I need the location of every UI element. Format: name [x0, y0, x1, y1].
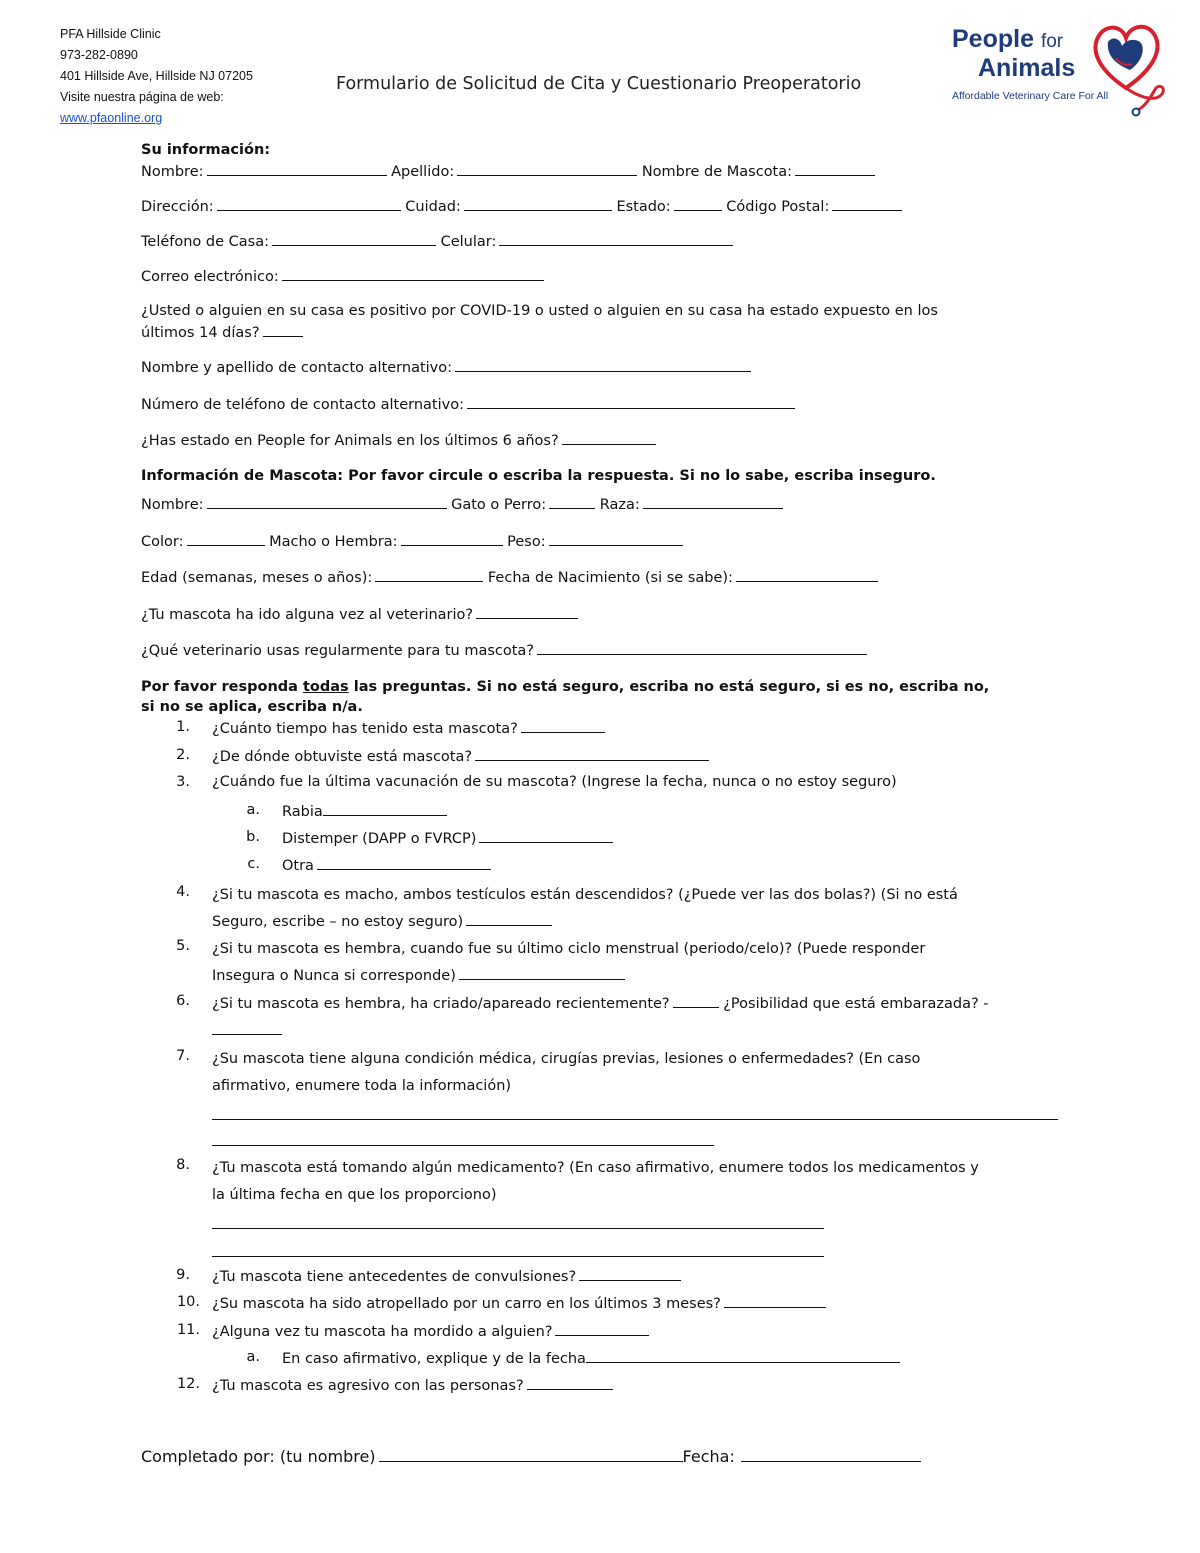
sex-label: Macho o Hembra:	[269, 534, 398, 550]
q3a-text: Rabia	[282, 804, 323, 820]
q4-text-line2: Seguro, escribe – no estoy seguro)	[212, 914, 464, 930]
q11-number: 11.	[176, 1322, 200, 1338]
home-phone-label: Teléfono de Casa:	[141, 234, 269, 250]
regular-vet-label: ¿Qué veterinario usas regularmente para tu mascota?	[141, 643, 535, 659]
address-field[interactable]	[217, 195, 401, 211]
q8-text-line1: ¿Tu mascota está tomando algún medicamento? (En caso afirmativo, enumere todos los medicamentos y	[212, 1160, 979, 1176]
postal-code-label: Código Postal:	[726, 199, 830, 215]
pfa-6-years-label: ¿Has estado en People for Animals en los últimos 6 años?	[141, 433, 559, 449]
covid-answer-field[interactable]	[263, 321, 303, 337]
clinic-web-link[interactable]: www.pfaonline.org	[60, 111, 163, 125]
q7-answer-line-2[interactable]	[212, 1145, 714, 1146]
owner-first-name-label: Nombre:	[141, 164, 204, 180]
questions-heading-pre: Por favor responda	[141, 679, 303, 695]
logo-text-for: for	[1040, 31, 1064, 52]
q9-number: 9.	[176, 1267, 190, 1283]
q11a-letter: a.	[246, 1349, 260, 1365]
q11-field[interactable]	[555, 1320, 649, 1336]
questions-heading-line2: si no se aplica, escriba n/a.	[141, 699, 363, 715]
q9-field[interactable]	[579, 1265, 681, 1281]
q5-number: 5.	[176, 938, 190, 954]
pet-info-heading: Información de Mascota: Por favor circule o escriba la respuesta. Si no lo sabe, escriba inseguro.	[141, 468, 936, 484]
q10-text: ¿Su mascota ha sido atropellado por un carro en los últimos 3 meses?	[212, 1296, 721, 1312]
alt-contact-name-label: Nombre y apellido de contacto alternativo:	[141, 360, 453, 376]
color-field[interactable]	[187, 530, 265, 546]
q8-text-line2: la última fecha en que los proporciono)	[212, 1187, 497, 1203]
birth-date-field[interactable]	[736, 566, 878, 582]
q6-number: 6.	[176, 993, 190, 1009]
pet-info-name-field[interactable]	[207, 493, 447, 509]
breed-label: Raza:	[599, 497, 640, 513]
alt-contact-phone-label: Número de teléfono de contacto alternativo:	[141, 397, 464, 413]
q6-mated-field[interactable]	[673, 992, 719, 1008]
q1-number: 1.	[176, 719, 190, 735]
q1-field[interactable]	[521, 717, 605, 733]
cell-phone-field[interactable]	[499, 230, 733, 246]
vet-ever-field[interactable]	[476, 603, 578, 619]
q6-pregnant-field[interactable]	[212, 1019, 282, 1035]
people-for-animals-logo	[948, 18, 1168, 118]
clinic-phone: 973-282-0890	[60, 48, 138, 62]
q8-answer-line-2[interactable]	[212, 1256, 824, 1257]
q12-number: 12.	[176, 1376, 200, 1392]
city-field[interactable]	[464, 195, 612, 211]
weight-label: Peso:	[507, 534, 546, 550]
logo-text-animals: Animals	[978, 54, 1076, 82]
alt-contact-phone-field[interactable]	[467, 393, 795, 409]
owner-last-name-label: Apellido:	[391, 164, 455, 180]
cat-or-dog-field[interactable]	[549, 493, 595, 509]
your-info-heading: Su información:	[141, 142, 271, 158]
q2-text: ¿De dónde obtuviste está mascota?	[212, 749, 473, 765]
q9-text: ¿Tu mascota tiene antecedentes de convulsiones?	[212, 1269, 577, 1285]
logo-text-people: People	[952, 25, 1034, 53]
regular-vet-field[interactable]	[537, 639, 867, 655]
q3c-letter: c.	[247, 856, 260, 872]
weight-field[interactable]	[549, 530, 683, 546]
completed-by-field[interactable]	[379, 1444, 683, 1462]
date-field[interactable]	[741, 1444, 921, 1462]
logo-tagline: Affordable Veterinary Care For All	[952, 90, 1109, 102]
questions-heading	[141, 677, 989, 717]
cell-phone-label: Celular:	[440, 234, 497, 250]
vet-ever-label: ¿Tu mascota ha ido alguna vez al veterinario?	[141, 607, 474, 623]
q2-field[interactable]	[475, 745, 709, 761]
q10-number: 10.	[176, 1294, 200, 1310]
q4-text-line1: ¿Si tu mascota es macho, ambos testículos están descendidos? (¿Puede ver las dos bolas?) (Si no está	[212, 887, 958, 903]
state-field[interactable]	[674, 195, 722, 211]
pet-name-field[interactable]	[795, 160, 875, 176]
questions-heading-post: las preguntas. Si no está seguro, escriba no está seguro, si es no, escriba no,	[348, 679, 990, 695]
q3a-letter: a.	[246, 802, 260, 818]
email-field[interactable]	[282, 265, 544, 281]
age-field[interactable]	[375, 566, 483, 582]
q7-text-line1: ¿Su mascota tiene alguna condición médica, cirugías previas, lesiones o enfermedades? (En caso	[212, 1051, 921, 1067]
cat-or-dog-label: Gato o Perro:	[451, 497, 547, 513]
clinic-info	[60, 24, 253, 129]
q3-text: ¿Cuándo fue la última vacunación de su mascota? (Ingrese la fecha, nunca o no estoy seguro)	[212, 774, 897, 790]
q3b-field[interactable]	[479, 827, 613, 843]
q5-text-line1: ¿Si tu mascota es hembra, cuando fue su último ciclo menstrual (periodo/celo)? (Puede responder	[212, 941, 926, 957]
address-label: Dirección:	[141, 199, 214, 215]
alt-contact-name-field[interactable]	[455, 356, 751, 372]
pet-name-label: Nombre de Mascota:	[641, 164, 793, 180]
owner-last-name-field[interactable]	[457, 160, 637, 176]
q12-text: ¿Tu mascota es agresivo con las personas?	[212, 1378, 524, 1394]
owner-first-name-field[interactable]	[207, 160, 387, 176]
breed-field[interactable]	[643, 493, 783, 509]
q3b-text: Distemper (DAPP o FVRCP)	[282, 831, 477, 847]
q3c-field[interactable]	[317, 854, 491, 870]
q6-text-part2: ¿Posibilidad que está embarazada? -	[723, 996, 989, 1012]
q11a-field[interactable]	[586, 1347, 900, 1363]
q2-number: 2.	[176, 747, 190, 763]
q4-field[interactable]	[466, 910, 552, 926]
pfa-6-years-field[interactable]	[562, 429, 656, 445]
clinic-address: 401 Hillside Ave, Hillside NJ 07205	[60, 69, 253, 83]
q7-text-line2: afirmativo, enumere toda la información)	[212, 1078, 512, 1094]
q4-number: 4.	[176, 884, 190, 900]
state-label: Estado:	[616, 199, 671, 215]
pet-info-name-label: Nombre:	[141, 497, 204, 513]
email-label: Correo electrónico:	[141, 269, 279, 285]
covid-question-line1: ¿Usted o alguien en su casa es positivo por COVID-19 o usted o alguien en su casa ha estado expuesto en los	[141, 303, 938, 319]
postal-code-field[interactable]	[832, 195, 902, 211]
q11-text: ¿Alguna vez tu mascota ha mordido a alguien?	[212, 1324, 553, 1340]
color-label: Color:	[141, 534, 184, 550]
questions-heading-underlined: todas	[303, 679, 349, 695]
form-title: Formulario de Solicitud de Cita y Cuestionario Preoperatorio	[336, 74, 862, 94]
q12-field[interactable]	[527, 1374, 613, 1390]
q3c-text: Otra	[282, 858, 314, 874]
date-label: Fecha:	[682, 1447, 735, 1466]
clinic-name: PFA Hillside Clinic	[60, 27, 161, 41]
q3a-field[interactable]	[323, 800, 447, 816]
q7-number: 7.	[176, 1048, 190, 1064]
birth-date-label: Fecha de Nacimiento (si se sabe):	[487, 570, 733, 586]
q1-text: ¿Cuánto tiempo has tenido esta mascota?	[212, 721, 518, 737]
covid-question	[141, 301, 938, 343]
q8-answer-line-1[interactable]	[212, 1228, 824, 1229]
home-phone-field[interactable]	[272, 230, 436, 246]
q5-text-line2: Insegura o Nunca si corresponde)	[212, 968, 456, 984]
q11a-text: En caso afirmativo, explique y de la fecha	[282, 1351, 586, 1367]
city-label: Cuidad:	[405, 199, 461, 215]
q3b-letter: b.	[246, 829, 260, 845]
clinic-web-label: Visite nuestra página de web:	[60, 90, 224, 104]
q3-number: 3.	[176, 774, 190, 790]
sex-field[interactable]	[401, 530, 503, 546]
age-label: Edad (semanas, meses o años):	[141, 570, 373, 586]
q7-answer-line-1[interactable]	[212, 1119, 1058, 1120]
q5-field[interactable]	[459, 964, 625, 980]
heart-pet-icon	[1086, 18, 1166, 118]
covid-question-line2: últimos 14 días?	[141, 325, 260, 341]
completed-by-label: Completado por: (tu nombre)	[141, 1447, 376, 1466]
q6-text-part1: ¿Si tu mascota es hembra, ha criado/apareado recientemente?	[212, 996, 670, 1012]
q10-field[interactable]	[724, 1292, 826, 1308]
q8-number: 8.	[176, 1157, 190, 1173]
